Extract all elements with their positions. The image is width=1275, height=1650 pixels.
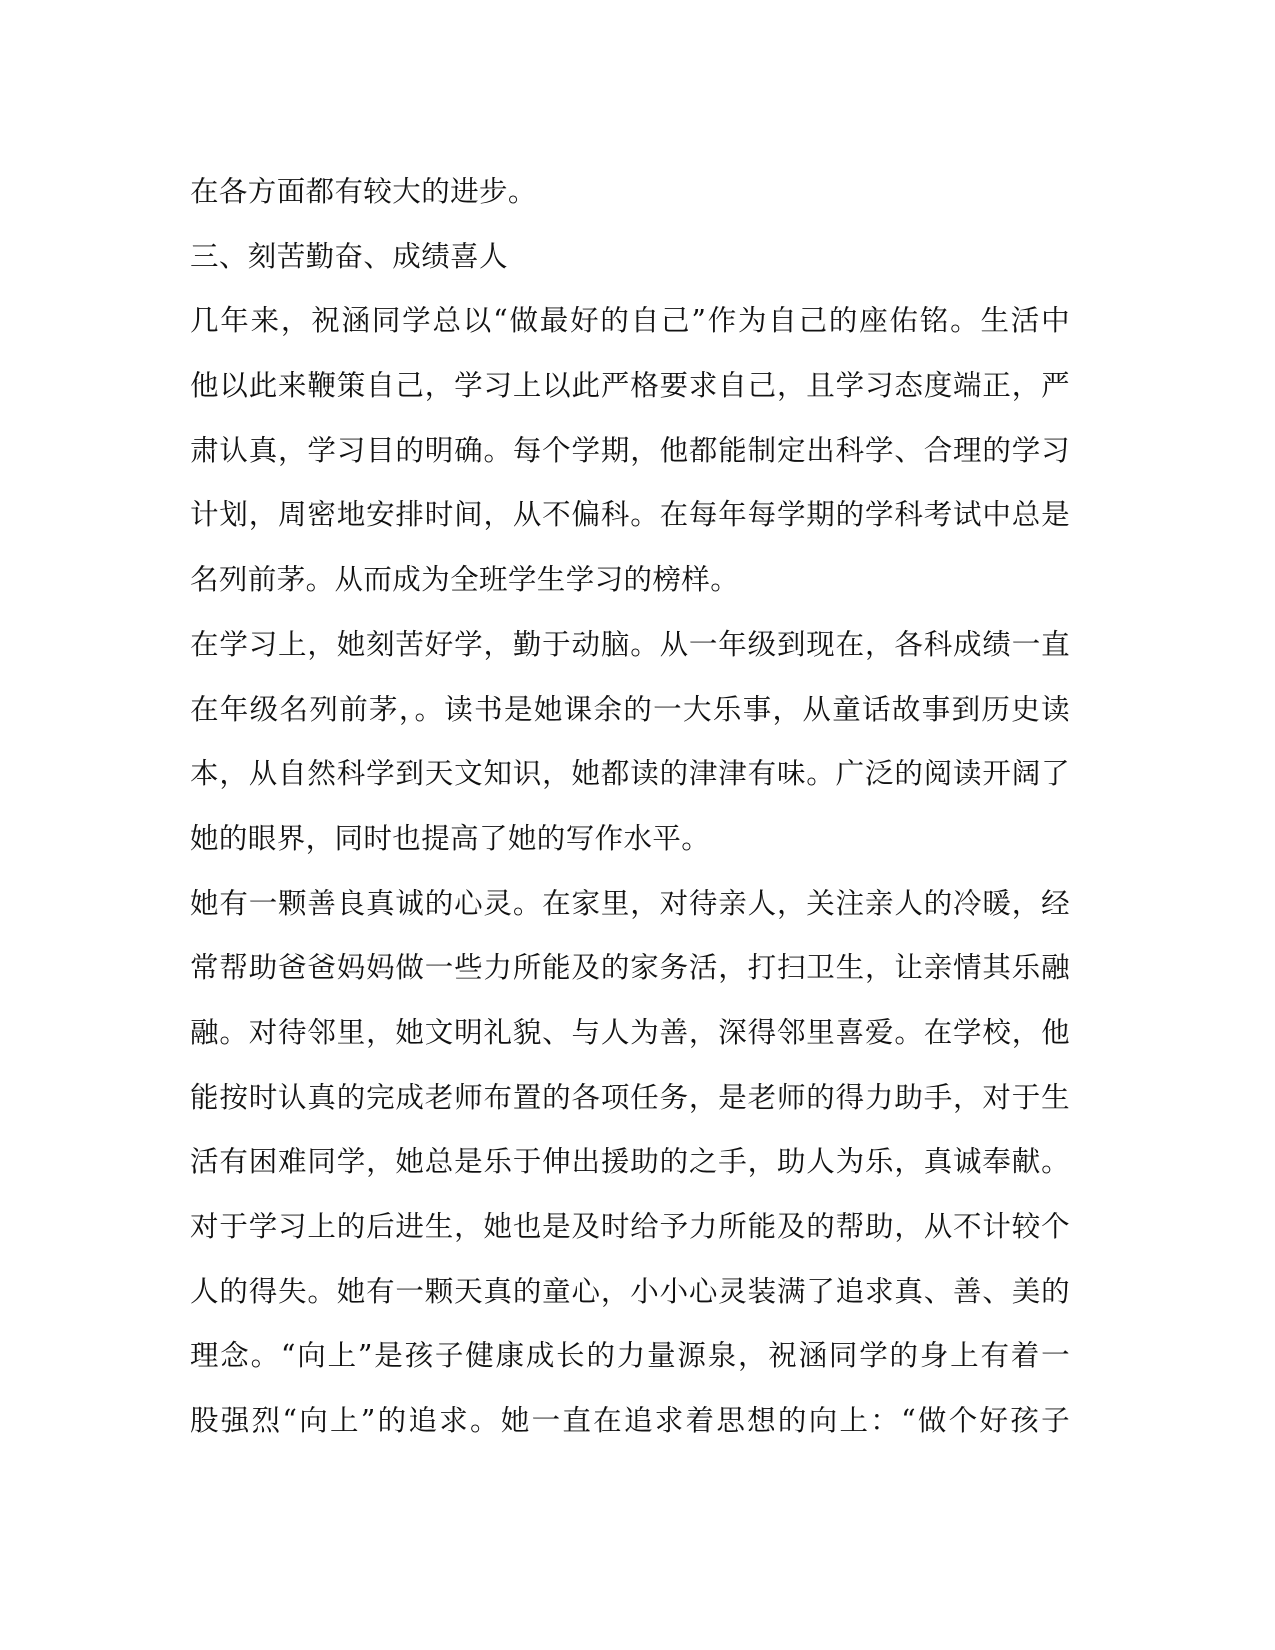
text-line: 活有困难同学，她总是乐于伸出援助的之手，助人为乐，真诚奉献。 bbox=[190, 1145, 1070, 1179]
text-line: 本，从自然科学到天文知识，她都读的津津有味。广泛的阅读开阔了 bbox=[190, 757, 1070, 791]
text-line: 常帮助爸爸妈妈做一些力所能及的家务活，打扫卫生，让亲情其乐融 bbox=[190, 951, 1070, 985]
text-line: 人的得失。她有一颗天真的童心，小小心灵装满了追求真、善、美的 bbox=[190, 1274, 1070, 1308]
text-line: 名列前茅。从而成为全班学生学习的榜样。 bbox=[190, 563, 740, 597]
text-line: 肃认真，学习目的明确。每个学期，他都能制定出科学、合理的学习 bbox=[190, 433, 1070, 467]
text-line: 几年来，祝涵同学总以“做最好的自己”作为自己的座佑铭。生活中 bbox=[190, 304, 1070, 338]
text-line: 计划，周密地安排时间，从不偏科。在每年每学期的学科考试中总是 bbox=[190, 498, 1070, 532]
text-line: 在学习上，她刻苦好学，勤于动脑。从一年级到现在，各科成绩一直 bbox=[190, 627, 1070, 661]
text-line: 他以此来鞭策自己，学习上以此严格要求自己，且学习态度端正，严 bbox=[190, 369, 1070, 403]
text-line: 在各方面都有较大的进步。 bbox=[190, 175, 537, 208]
document-body bbox=[190, 160, 1070, 1454]
text-line: 对于学习上的后进生，她也是及时给予力所能及的帮助，从不计较个 bbox=[190, 1210, 1070, 1243]
text-line: 股强烈“向上”的追求。她一直在追求着思想的向上：“做个好孩子 bbox=[190, 1404, 1070, 1438]
section-heading: 三、刻苦勤奋、成绩喜人 bbox=[190, 239, 508, 273]
text-line: 能按时认真的完成老师布置的各项任务，是老师的得力助手，对于生 bbox=[190, 1080, 1070, 1114]
text-line: 融。对待邻里，她文明礼貌、与人为善，深得邻里喜爱。在学校，他 bbox=[190, 1015, 1070, 1049]
text-line: 理念。“向上”是孩子健康成长的力量源泉，祝涵同学的身上有着一 bbox=[190, 1339, 1070, 1373]
text-line: 在年级名列前茅，。读书是她课余的一大乐事，从童话故事到历史读 bbox=[190, 692, 1070, 726]
text-line: 她的眼界，同时也提高了她的写作水平。 bbox=[190, 821, 711, 855]
text-line: 她有一颗善良真诚的心灵。在家里，对待亲人，关注亲人的冷暖，经 bbox=[190, 886, 1070, 920]
